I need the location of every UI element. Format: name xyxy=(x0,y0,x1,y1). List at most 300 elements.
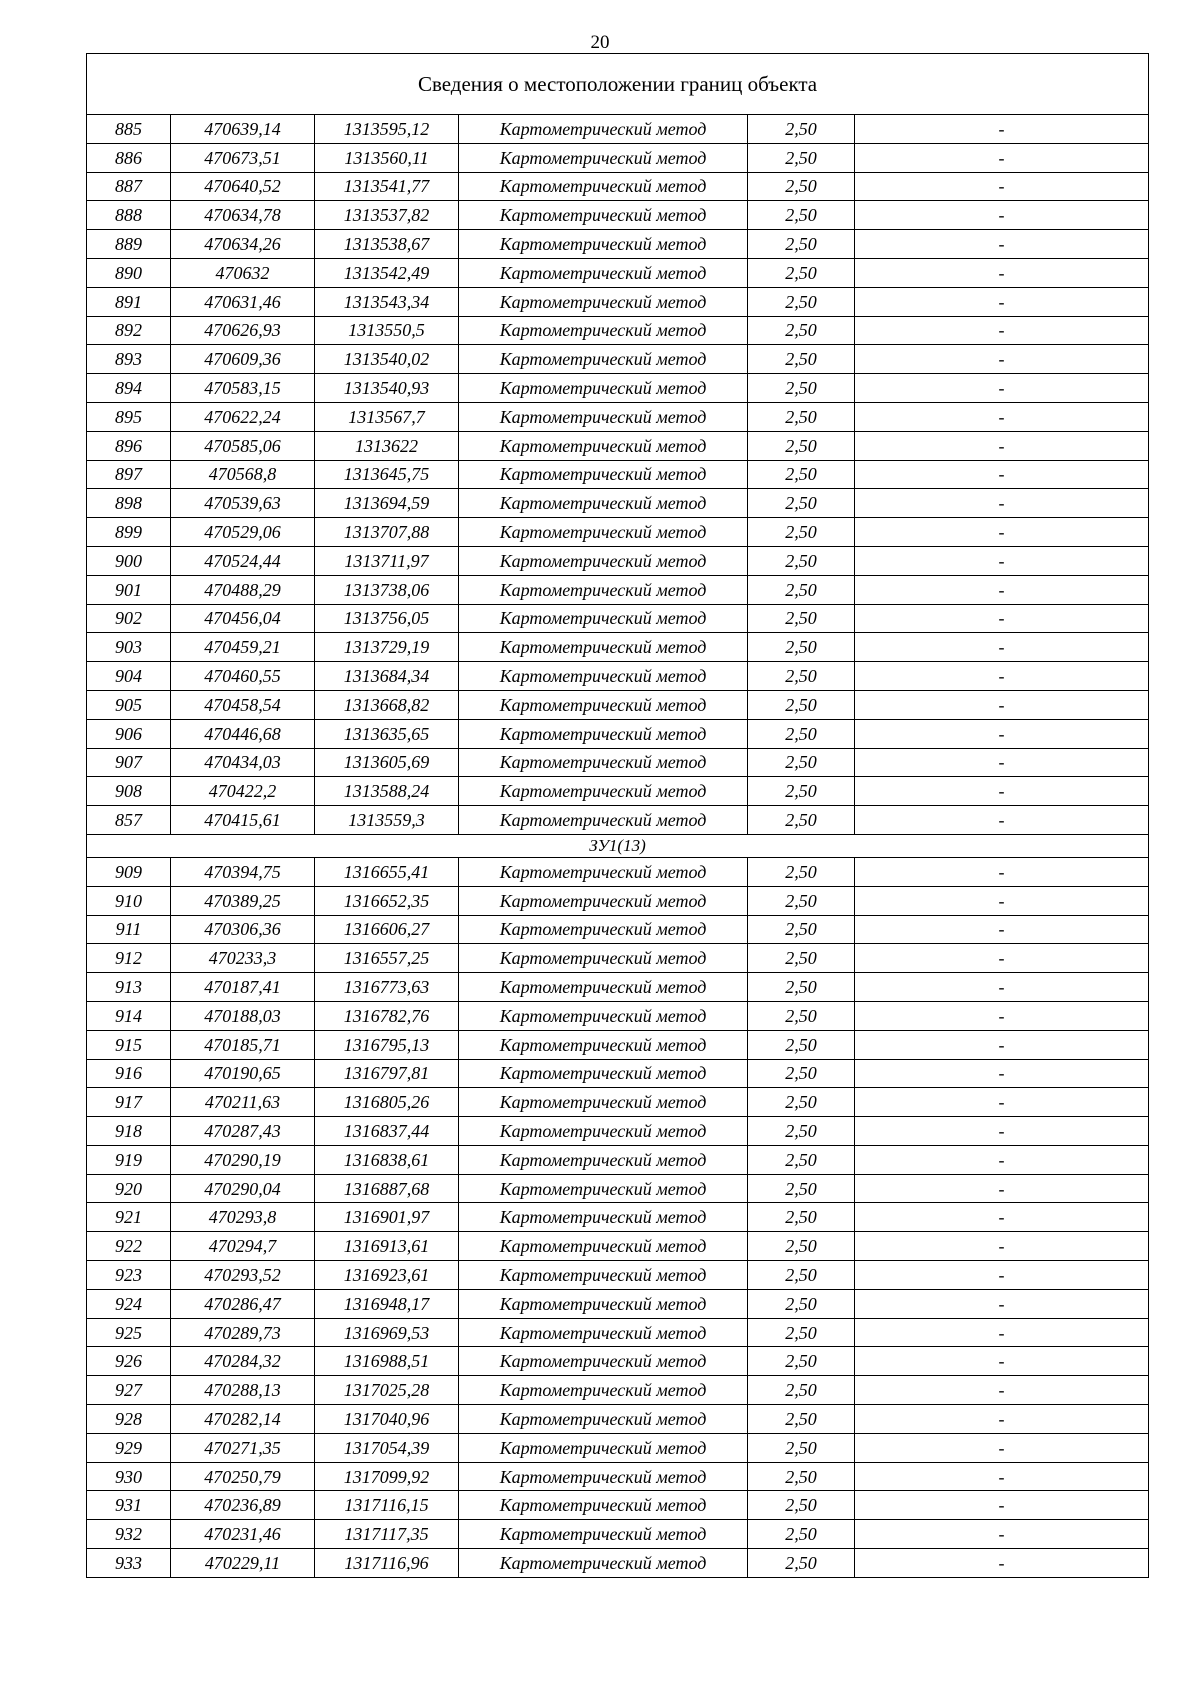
accuracy-cell: 2,50 xyxy=(748,489,855,518)
accuracy-cell: 2,50 xyxy=(748,1376,855,1405)
table-row xyxy=(87,777,1149,806)
section-label: ЗУ1(13) xyxy=(87,834,1149,857)
x-coordinate-cell: 470306,36 xyxy=(171,915,315,944)
table-row xyxy=(87,374,1149,403)
y-coordinate-cell: 1317099,92 xyxy=(315,1462,459,1491)
accuracy-cell: 2,50 xyxy=(748,662,855,691)
x-coordinate-cell: 470231,46 xyxy=(171,1520,315,1549)
x-coordinate-cell: 470568,8 xyxy=(171,460,315,489)
description-cell: - xyxy=(855,1549,1149,1578)
description-cell: - xyxy=(855,886,1149,915)
method-cell: Картометрический метод xyxy=(459,1001,748,1030)
point-number-cell: 917 xyxy=(87,1088,171,1117)
accuracy-cell: 2,50 xyxy=(748,604,855,633)
point-number-cell: 893 xyxy=(87,345,171,374)
method-cell: Картометрический метод xyxy=(459,915,748,944)
point-number-cell: 925 xyxy=(87,1318,171,1347)
description-cell: - xyxy=(855,1232,1149,1261)
point-number-cell: 909 xyxy=(87,857,171,886)
point-number-cell: 919 xyxy=(87,1145,171,1174)
x-coordinate-cell: 470529,06 xyxy=(171,518,315,547)
description-cell: - xyxy=(855,1203,1149,1232)
table-row xyxy=(87,1232,1149,1261)
table-title: Сведения о местоположении границ объекта xyxy=(87,54,1149,115)
point-number-cell: 890 xyxy=(87,258,171,287)
accuracy-cell: 2,50 xyxy=(748,431,855,460)
boundary-coordinates-table xyxy=(86,53,1149,1578)
description-cell: - xyxy=(855,518,1149,547)
x-coordinate-cell: 470622,24 xyxy=(171,402,315,431)
point-number-cell: 911 xyxy=(87,915,171,944)
y-coordinate-cell: 1316557,25 xyxy=(315,944,459,973)
point-number-cell: 922 xyxy=(87,1232,171,1261)
point-number-cell: 920 xyxy=(87,1174,171,1203)
table-row xyxy=(87,1088,1149,1117)
description-cell: - xyxy=(855,345,1149,374)
y-coordinate-cell: 1313540,02 xyxy=(315,345,459,374)
description-cell: - xyxy=(855,575,1149,604)
point-number-cell: 887 xyxy=(87,172,171,201)
x-coordinate-cell: 470640,52 xyxy=(171,172,315,201)
accuracy-cell: 2,50 xyxy=(748,1030,855,1059)
x-coordinate-cell: 470271,35 xyxy=(171,1433,315,1462)
x-coordinate-cell: 470250,79 xyxy=(171,1462,315,1491)
accuracy-cell: 2,50 xyxy=(748,143,855,172)
x-coordinate-cell: 470289,73 xyxy=(171,1318,315,1347)
point-number-cell: 933 xyxy=(87,1549,171,1578)
y-coordinate-cell: 1317040,96 xyxy=(315,1405,459,1434)
point-number-cell: 915 xyxy=(87,1030,171,1059)
table-row xyxy=(87,806,1149,835)
y-coordinate-cell: 1316782,76 xyxy=(315,1001,459,1030)
y-coordinate-cell: 1316948,17 xyxy=(315,1289,459,1318)
y-coordinate-cell: 1316606,27 xyxy=(315,915,459,944)
y-coordinate-cell: 1313595,12 xyxy=(315,115,459,144)
method-cell: Картометрический метод xyxy=(459,460,748,489)
point-number-cell: 912 xyxy=(87,944,171,973)
table-row xyxy=(87,719,1149,748)
accuracy-cell: 2,50 xyxy=(748,546,855,575)
method-cell: Картометрический метод xyxy=(459,489,748,518)
y-coordinate-cell: 1313550,5 xyxy=(315,316,459,345)
x-coordinate-cell: 470286,47 xyxy=(171,1289,315,1318)
description-cell: - xyxy=(855,662,1149,691)
accuracy-cell: 2,50 xyxy=(748,575,855,604)
y-coordinate-cell: 1313694,59 xyxy=(315,489,459,518)
y-coordinate-cell: 1316805,26 xyxy=(315,1088,459,1117)
table-row xyxy=(87,690,1149,719)
table-row xyxy=(87,1549,1149,1578)
method-cell: Картометрический метод xyxy=(459,806,748,835)
description-cell: - xyxy=(855,374,1149,403)
point-number-cell: 927 xyxy=(87,1376,171,1405)
table-row xyxy=(87,258,1149,287)
x-coordinate-cell: 470394,75 xyxy=(171,857,315,886)
y-coordinate-cell: 1313645,75 xyxy=(315,460,459,489)
table-row xyxy=(87,886,1149,915)
table-row xyxy=(87,489,1149,518)
method-cell: Картометрический метод xyxy=(459,287,748,316)
x-coordinate-cell: 470290,04 xyxy=(171,1174,315,1203)
description-cell: - xyxy=(855,719,1149,748)
y-coordinate-cell: 1316837,44 xyxy=(315,1117,459,1146)
description-cell: - xyxy=(855,1520,1149,1549)
point-number-cell: 889 xyxy=(87,230,171,259)
accuracy-cell: 2,50 xyxy=(748,633,855,662)
method-cell: Картометрический метод xyxy=(459,1117,748,1146)
accuracy-cell: 2,50 xyxy=(748,1145,855,1174)
table-row xyxy=(87,230,1149,259)
accuracy-cell: 2,50 xyxy=(748,886,855,915)
x-coordinate-cell: 470187,41 xyxy=(171,973,315,1002)
point-number-cell: 908 xyxy=(87,777,171,806)
method-cell: Картометрический метод xyxy=(459,230,748,259)
description-cell: - xyxy=(855,230,1149,259)
point-number-cell: 902 xyxy=(87,604,171,633)
y-coordinate-cell: 1317054,39 xyxy=(315,1433,459,1462)
method-cell: Картометрический метод xyxy=(459,374,748,403)
accuracy-cell: 2,50 xyxy=(748,719,855,748)
method-cell: Картометрический метод xyxy=(459,402,748,431)
section-row xyxy=(87,834,1149,857)
method-cell: Картометрический метод xyxy=(459,518,748,547)
table-row xyxy=(87,662,1149,691)
point-number-cell: 916 xyxy=(87,1059,171,1088)
description-cell: - xyxy=(855,489,1149,518)
point-number-cell: 924 xyxy=(87,1289,171,1318)
point-number-cell: 885 xyxy=(87,115,171,144)
accuracy-cell: 2,50 xyxy=(748,460,855,489)
y-coordinate-cell: 1313588,24 xyxy=(315,777,459,806)
method-cell: Картометрический метод xyxy=(459,886,748,915)
point-number-cell: 907 xyxy=(87,748,171,777)
y-coordinate-cell: 1313635,65 xyxy=(315,719,459,748)
method-cell: Картометрический метод xyxy=(459,1059,748,1088)
method-cell: Картометрический метод xyxy=(459,172,748,201)
point-number-cell: 888 xyxy=(87,201,171,230)
description-cell: - xyxy=(855,258,1149,287)
description-cell: - xyxy=(855,973,1149,1002)
accuracy-cell: 2,50 xyxy=(748,690,855,719)
method-cell: Картометрический метод xyxy=(459,633,748,662)
description-cell: - xyxy=(855,1117,1149,1146)
description-cell: - xyxy=(855,1376,1149,1405)
accuracy-cell: 2,50 xyxy=(748,1491,855,1520)
x-coordinate-cell: 470190,65 xyxy=(171,1059,315,1088)
accuracy-cell: 2,50 xyxy=(748,1520,855,1549)
accuracy-cell: 2,50 xyxy=(748,316,855,345)
x-coordinate-cell: 470293,8 xyxy=(171,1203,315,1232)
table-row xyxy=(87,1174,1149,1203)
y-coordinate-cell: 1317025,28 xyxy=(315,1376,459,1405)
method-cell: Картометрический метод xyxy=(459,575,748,604)
point-number-cell: 905 xyxy=(87,690,171,719)
point-number-cell: 897 xyxy=(87,460,171,489)
description-cell: - xyxy=(855,431,1149,460)
accuracy-cell: 2,50 xyxy=(748,1289,855,1318)
y-coordinate-cell: 1313543,34 xyxy=(315,287,459,316)
table-row xyxy=(87,546,1149,575)
table-row xyxy=(87,1433,1149,1462)
table-row xyxy=(87,1289,1149,1318)
point-number-cell: 926 xyxy=(87,1347,171,1376)
y-coordinate-cell: 1316887,68 xyxy=(315,1174,459,1203)
method-cell: Картометрический метод xyxy=(459,115,748,144)
y-coordinate-cell: 1317117,35 xyxy=(315,1520,459,1549)
method-cell: Картометрический метод xyxy=(459,345,748,374)
accuracy-cell: 2,50 xyxy=(748,1405,855,1434)
x-coordinate-cell: 470456,04 xyxy=(171,604,315,633)
x-coordinate-cell: 470460,55 xyxy=(171,662,315,691)
description-cell: - xyxy=(855,690,1149,719)
method-cell: Картометрический метод xyxy=(459,1520,748,1549)
y-coordinate-cell: 1313542,49 xyxy=(315,258,459,287)
x-coordinate-cell: 470539,63 xyxy=(171,489,315,518)
table-row xyxy=(87,1318,1149,1347)
x-coordinate-cell: 470211,63 xyxy=(171,1088,315,1117)
y-coordinate-cell: 1313711,97 xyxy=(315,546,459,575)
y-coordinate-cell: 1313560,11 xyxy=(315,143,459,172)
x-coordinate-cell: 470229,11 xyxy=(171,1549,315,1578)
x-coordinate-cell: 470434,03 xyxy=(171,748,315,777)
accuracy-cell: 2,50 xyxy=(748,230,855,259)
x-coordinate-cell: 470294,7 xyxy=(171,1232,315,1261)
point-number-cell: 921 xyxy=(87,1203,171,1232)
description-cell: - xyxy=(855,604,1149,633)
x-coordinate-cell: 470609,36 xyxy=(171,345,315,374)
accuracy-cell: 2,50 xyxy=(748,1433,855,1462)
description-cell: - xyxy=(855,806,1149,835)
y-coordinate-cell: 1313559,3 xyxy=(315,806,459,835)
x-coordinate-cell: 470446,68 xyxy=(171,719,315,748)
accuracy-cell: 2,50 xyxy=(748,1318,855,1347)
accuracy-cell: 2,50 xyxy=(748,1347,855,1376)
accuracy-cell: 2,50 xyxy=(748,201,855,230)
description-cell: - xyxy=(855,460,1149,489)
description-cell: - xyxy=(855,143,1149,172)
description-cell: - xyxy=(855,777,1149,806)
description-cell: - xyxy=(855,944,1149,973)
method-cell: Картометрический метод xyxy=(459,1174,748,1203)
method-cell: Картометрический метод xyxy=(459,143,748,172)
x-coordinate-cell: 470524,44 xyxy=(171,546,315,575)
method-cell: Картометрический метод xyxy=(459,1549,748,1578)
point-number-cell: 901 xyxy=(87,575,171,604)
description-cell: - xyxy=(855,1174,1149,1203)
y-coordinate-cell: 1313668,82 xyxy=(315,690,459,719)
description-cell: - xyxy=(855,1318,1149,1347)
table-row xyxy=(87,287,1149,316)
y-coordinate-cell: 1313729,19 xyxy=(315,633,459,662)
page-number: 20 xyxy=(590,32,610,53)
x-coordinate-cell: 470639,14 xyxy=(171,115,315,144)
point-number-cell: 906 xyxy=(87,719,171,748)
accuracy-cell: 2,50 xyxy=(748,1117,855,1146)
point-number-cell: 929 xyxy=(87,1433,171,1462)
table-row xyxy=(87,1491,1149,1520)
point-number-cell: 891 xyxy=(87,287,171,316)
table-row xyxy=(87,1520,1149,1549)
description-cell: - xyxy=(855,287,1149,316)
method-cell: Картометрический метод xyxy=(459,1289,748,1318)
table-row xyxy=(87,1462,1149,1491)
y-coordinate-cell: 1313541,77 xyxy=(315,172,459,201)
description-cell: - xyxy=(855,546,1149,575)
y-coordinate-cell: 1313605,69 xyxy=(315,748,459,777)
accuracy-cell: 2,50 xyxy=(748,172,855,201)
description-cell: - xyxy=(855,1289,1149,1318)
point-number-cell: 903 xyxy=(87,633,171,662)
point-number-cell: 857 xyxy=(87,806,171,835)
table-row xyxy=(87,345,1149,374)
table-row xyxy=(87,431,1149,460)
description-cell: - xyxy=(855,1030,1149,1059)
description-cell: - xyxy=(855,1491,1149,1520)
table-row xyxy=(87,1117,1149,1146)
method-cell: Картометрический метод xyxy=(459,1491,748,1520)
point-number-cell: 932 xyxy=(87,1520,171,1549)
table-row xyxy=(87,172,1149,201)
accuracy-cell: 2,50 xyxy=(748,1261,855,1290)
table-row xyxy=(87,748,1149,777)
accuracy-cell: 2,50 xyxy=(748,258,855,287)
description-cell: - xyxy=(855,316,1149,345)
x-coordinate-cell: 470188,03 xyxy=(171,1001,315,1030)
method-cell: Картометрический метод xyxy=(459,662,748,691)
table-row xyxy=(87,1261,1149,1290)
point-number-cell: 913 xyxy=(87,973,171,1002)
table-row xyxy=(87,115,1149,144)
y-coordinate-cell: 1313622 xyxy=(315,431,459,460)
x-coordinate-cell: 470185,71 xyxy=(171,1030,315,1059)
accuracy-cell: 2,50 xyxy=(748,915,855,944)
description-cell: - xyxy=(855,402,1149,431)
method-cell: Картометрический метод xyxy=(459,1347,748,1376)
y-coordinate-cell: 1313540,93 xyxy=(315,374,459,403)
point-number-cell: 900 xyxy=(87,546,171,575)
table-row xyxy=(87,575,1149,604)
accuracy-cell: 2,50 xyxy=(748,973,855,1002)
title-row xyxy=(87,54,1149,115)
accuracy-cell: 2,50 xyxy=(748,1174,855,1203)
table-row xyxy=(87,857,1149,886)
x-coordinate-cell: 470288,13 xyxy=(171,1376,315,1405)
x-coordinate-cell: 470389,25 xyxy=(171,886,315,915)
method-cell: Картометрический метод xyxy=(459,1462,748,1491)
table-row xyxy=(87,1203,1149,1232)
y-coordinate-cell: 1313707,88 xyxy=(315,518,459,547)
y-coordinate-cell: 1316988,51 xyxy=(315,1347,459,1376)
table-row xyxy=(87,1376,1149,1405)
point-number-cell: 895 xyxy=(87,402,171,431)
method-cell: Картометрический метод xyxy=(459,777,748,806)
accuracy-cell: 2,50 xyxy=(748,748,855,777)
y-coordinate-cell: 1316652,35 xyxy=(315,886,459,915)
description-cell: - xyxy=(855,1347,1149,1376)
method-cell: Картометрический метод xyxy=(459,1405,748,1434)
accuracy-cell: 2,50 xyxy=(748,518,855,547)
accuracy-cell: 2,50 xyxy=(748,944,855,973)
accuracy-cell: 2,50 xyxy=(748,345,855,374)
x-coordinate-cell: 470287,43 xyxy=(171,1117,315,1146)
x-coordinate-cell: 470422,2 xyxy=(171,777,315,806)
point-number-cell: 898 xyxy=(87,489,171,518)
table-row xyxy=(87,944,1149,973)
description-cell: - xyxy=(855,1405,1149,1434)
accuracy-cell: 2,50 xyxy=(748,287,855,316)
x-coordinate-cell: 470673,51 xyxy=(171,143,315,172)
y-coordinate-cell: 1316655,41 xyxy=(315,857,459,886)
method-cell: Картометрический метод xyxy=(459,748,748,777)
method-cell: Картометрический метод xyxy=(459,201,748,230)
method-cell: Картометрический метод xyxy=(459,258,748,287)
x-coordinate-cell: 470488,29 xyxy=(171,575,315,604)
description-cell: - xyxy=(855,633,1149,662)
x-coordinate-cell: 470631,46 xyxy=(171,287,315,316)
point-number-cell: 894 xyxy=(87,374,171,403)
description-cell: - xyxy=(855,172,1149,201)
point-number-cell: 928 xyxy=(87,1405,171,1434)
point-number-cell: 899 xyxy=(87,518,171,547)
method-cell: Картометрический метод xyxy=(459,1145,748,1174)
description-cell: - xyxy=(855,1433,1149,1462)
method-cell: Картометрический метод xyxy=(459,1232,748,1261)
table-row xyxy=(87,973,1149,1002)
accuracy-cell: 2,50 xyxy=(748,1088,855,1117)
x-coordinate-cell: 470233,3 xyxy=(171,944,315,973)
y-coordinate-cell: 1316797,81 xyxy=(315,1059,459,1088)
y-coordinate-cell: 1316913,61 xyxy=(315,1232,459,1261)
x-coordinate-cell: 470293,52 xyxy=(171,1261,315,1290)
method-cell: Картометрический метод xyxy=(459,857,748,886)
description-cell: - xyxy=(855,201,1149,230)
y-coordinate-cell: 1317116,15 xyxy=(315,1491,459,1520)
accuracy-cell: 2,50 xyxy=(748,374,855,403)
accuracy-cell: 2,50 xyxy=(748,1059,855,1088)
y-coordinate-cell: 1313738,06 xyxy=(315,575,459,604)
y-coordinate-cell: 1316901,97 xyxy=(315,1203,459,1232)
table-row xyxy=(87,1059,1149,1088)
accuracy-cell: 2,50 xyxy=(748,115,855,144)
table-row xyxy=(87,402,1149,431)
description-cell: - xyxy=(855,1059,1149,1088)
table-row xyxy=(87,316,1149,345)
description-cell: - xyxy=(855,1261,1149,1290)
description-cell: - xyxy=(855,1001,1149,1030)
y-coordinate-cell: 1316969,53 xyxy=(315,1318,459,1347)
y-coordinate-cell: 1313567,7 xyxy=(315,402,459,431)
y-coordinate-cell: 1313538,67 xyxy=(315,230,459,259)
y-coordinate-cell: 1313684,34 xyxy=(315,662,459,691)
accuracy-cell: 2,50 xyxy=(748,402,855,431)
table-row xyxy=(87,633,1149,662)
method-cell: Картометрический метод xyxy=(459,1030,748,1059)
point-number-cell: 923 xyxy=(87,1261,171,1290)
point-number-cell: 910 xyxy=(87,886,171,915)
method-cell: Картометрический метод xyxy=(459,1376,748,1405)
y-coordinate-cell: 1316795,13 xyxy=(315,1030,459,1059)
point-number-cell: 892 xyxy=(87,316,171,345)
y-coordinate-cell: 1316773,63 xyxy=(315,973,459,1002)
method-cell: Картометрический метод xyxy=(459,1318,748,1347)
method-cell: Картометрический метод xyxy=(459,973,748,1002)
x-coordinate-cell: 470415,61 xyxy=(171,806,315,835)
point-number-cell: 904 xyxy=(87,662,171,691)
point-number-cell: 886 xyxy=(87,143,171,172)
x-coordinate-cell: 470634,26 xyxy=(171,230,315,259)
table-row xyxy=(87,201,1149,230)
y-coordinate-cell: 1317116,96 xyxy=(315,1549,459,1578)
